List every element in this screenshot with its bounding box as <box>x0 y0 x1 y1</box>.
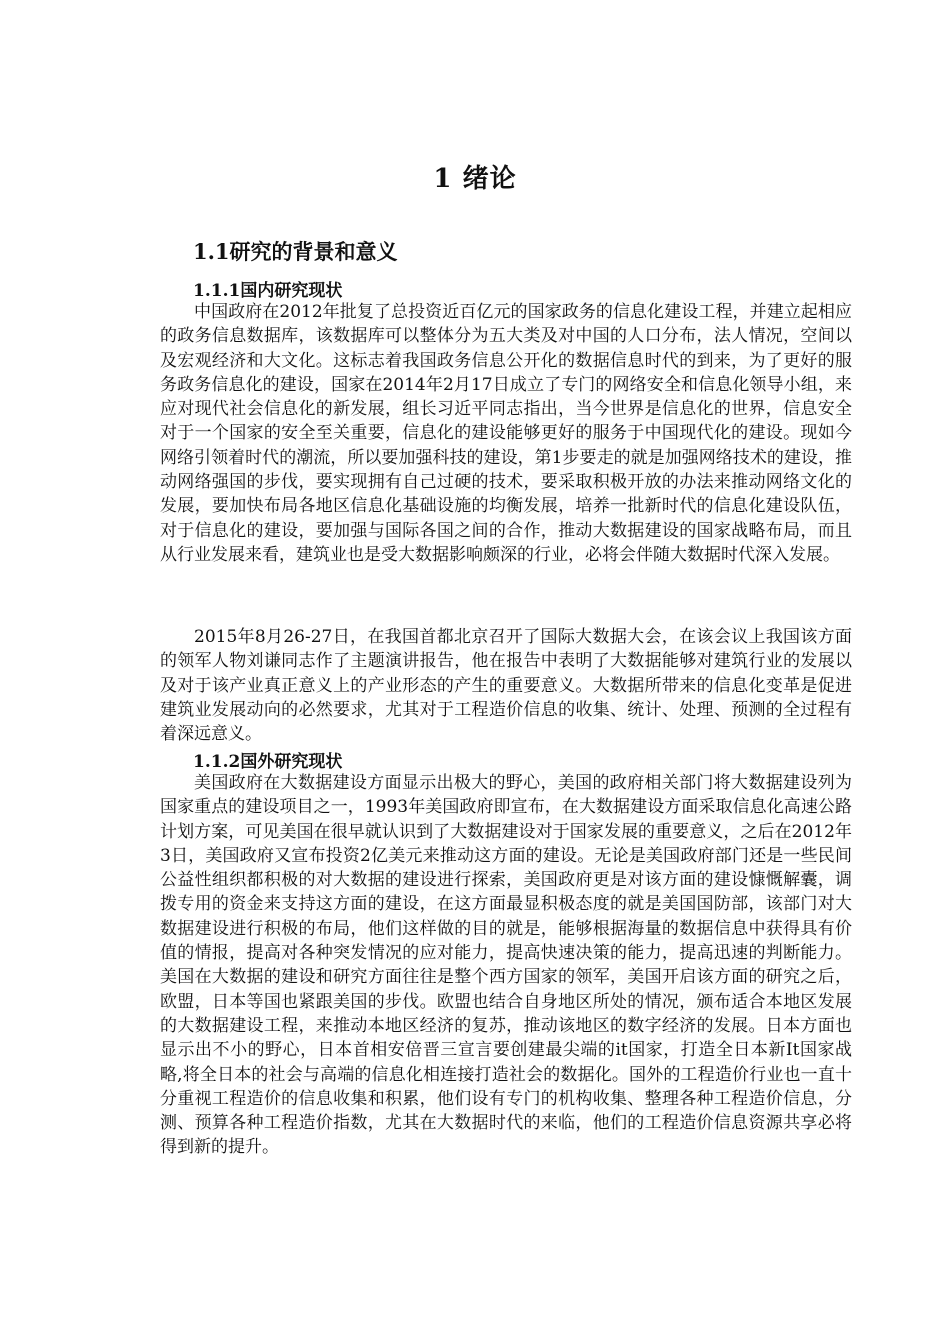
paragraph-foreign-1: 美国政府在大数据建设方面显示出极大的野心，美国的政府相关部门将大数据建设列为国家重点的建设项目之一，1993年美国政府即宣布，在大数据建设方面采取信息化高速公路计划方案，可见美国在很早就认识到了大数据建设对于国家发展的重要意义，之后在2012年3日，美国政府又宣布投资2亿美元来推动这方面的建设。无论是美国政府部门还是一些民间公益性组织都积极的对大数据的建设进行探索，美国政府更是对该方面的建设慷慨解囊，调拨专用的资金来支持这方面的建设，在这方面最显积极态度的就是美国国防部，该部门对大数据建设进行积极的布局，他们这样做的目的就是，能够根据海量的数据信息中获得具有价值的情报，提高对各种突发情况的应对能力，提高快速决策的能力，提高迅速的判断能力。美国在大数据的建设和研究方面往往是整个西方国家的领军，美国开启该方面的研究之后，欧盟，日本等国也紧跟美国的步伐。欧盟也结合自身地区所处的情况，颁布适合本地区发展的大数据建设工程，来推动本地区经济的复苏，推动该地区的数字经济的发展。日本方面也显示出不小的野心，日本首相安倍晋三宣言要创建最尖端的it国家，打造全日本新It国家战略,将全日本的社会与高端的信息化相连接打造社会的数据化。国外的工程造价行业也一直十分重视工程造价的信息收集和积累，他们设有专门的机构收集、整理各种工程造价信息，分测、预算各种工程造价指数，尤其在大数据时代的来临，他们的工程造价信息资源共享必将得到新的提升。 <box>160 773 852 1158</box>
section-title: 1.1研究的背景和意义 <box>193 239 398 264</box>
paragraph-domestic-1: 中国政府在2012年批复了总投资近百亿元的国家政务的信息化建设工程，并建立起相应的政务信息数据库，该数据库可以整体分为五大类及对中国的人口分布，法人情况，空间以及宏观经济和大文化。这标志着我国政务信息公开化的数据信息时代的到来，为了更好的服务政务信息化的建设，国家在2014年2月17日成立了专门的网络安全和信息化领导小组，来应对现代社会信息化的新发展，组长习近平同志指出，当今世界是信息化的世界，信息安全对于一个国家的安全至关重要，信息化的建设能够更好的服务于中国现代化的建设。现如今网络引领着时代的潮流，所以要加强科技的建设，第1步要走的就是加强网络技术的建设，推动网络强国的步伐，要实现拥有自己过硬的技术，要采取积极开放的办法来推动网络文化的发展，要加快布局各地区信息化基础设施的均衡发展，培养一批新时代的信息化建设队伍，对于信息化的建设，要加强与国际各国之间的合作，推动大数据建设的国家战略布局，而且从行业发展来看，建筑业也是受大数据影响颇深的行业，必将会伴随大数据时代深入发展。 <box>160 302 852 565</box>
chapter-title: 1 绪论 <box>433 164 517 194</box>
subsection-title-foreign: 1.1.2国外研究现状 <box>193 752 343 772</box>
paragraph-domestic-2: 2015年8月26-27日，在我国首都北京召开了国际大数据大会，在该会议上我国该方面的领军人物刘谦同志作了主题演讲报告，他在报告中表明了大数据能够对建筑行业的发展以及对于该产业真正意义上的产业形态的产生的重要意义。大数据所带来的信息化变革是促进建筑业发展动向的必然要求，尤其对于工程造价信息的收集、统计、处理、预测的全过程有着深远意义。 <box>160 627 852 745</box>
subsection-title-domestic: 1.1.1国内研究现状 <box>193 281 343 301</box>
